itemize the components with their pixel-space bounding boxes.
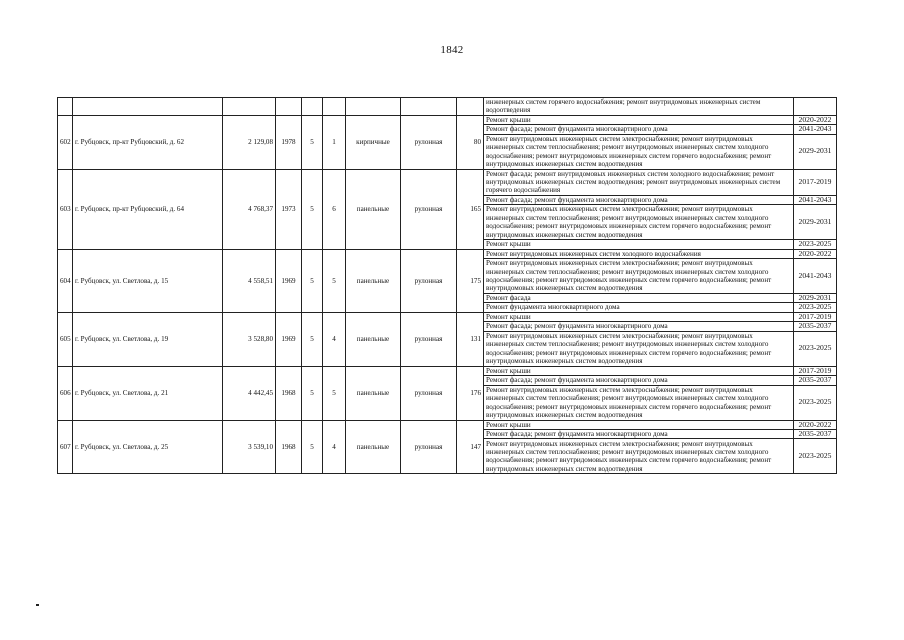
row-number: 604 — [58, 249, 73, 312]
work-description: Ремонт фасада; ремонт фундамента многоквартирного дома — [484, 322, 794, 331]
work-description: Ремонт фасада; ремонт фундамента многоквартирного дома — [484, 195, 794, 204]
wall-material: кирпичные — [346, 115, 401, 169]
work-description: Ремонт внутридомовых инженерных систем холодного водоснабжения — [484, 249, 794, 258]
empty-cell — [73, 98, 223, 116]
work-description: Ремонт крыши — [484, 420, 794, 429]
work-description: Ремонт крыши — [484, 240, 794, 249]
work-description: Ремонт фасада; ремонт внутридомовых инженерных систем холодного водоснабжения; ремонт внутридомовых инженерных систем водоотведения; ремонт внутридомовых инженерных систем горячего водоснабжения — [484, 169, 794, 195]
work-period: 2041-2043 — [794, 259, 837, 294]
work-description: Ремонт крыши — [484, 366, 794, 375]
roof-type: рулонная — [401, 312, 457, 366]
work-period — [794, 98, 837, 116]
wall-material: панельные — [346, 312, 401, 366]
total-area: 4 768,37 — [223, 169, 276, 249]
row-number: 606 — [58, 366, 73, 420]
floor-count: 5 — [302, 169, 323, 249]
work-period: 2023-2025 — [794, 240, 837, 249]
work-description: Ремонт внутридомовых инженерных систем электроснабжения; ремонт внутридомовых инженерных систем теплоснабжения; ремонт внутридомовых инженерных систем холодного водоснабжения; ремонт внутридомовых инженерных систем горячего водоснабжения; ремонт внутридомовых инженерных систем водоотведения — [484, 259, 794, 294]
floor-count: 5 — [302, 366, 323, 420]
resident-count: 165 — [457, 169, 484, 249]
entrance-count: 4 — [323, 312, 346, 366]
work-period: 2017-2019 — [794, 312, 837, 321]
roof-type: рулонная — [401, 249, 457, 312]
total-area: 4 442,45 — [223, 366, 276, 420]
total-area: 3 528,80 — [223, 312, 276, 366]
table-row — [58, 312, 837, 321]
page-number: 1842 — [440, 44, 464, 56]
work-period: 2023-2025 — [794, 385, 837, 420]
work-period: 2020-2022 — [794, 115, 837, 124]
work-period: 2023-2025 — [794, 331, 837, 366]
entrance-count: 4 — [323, 420, 346, 474]
floor-count: 5 — [302, 312, 323, 366]
resident-count: 175 — [457, 249, 484, 312]
work-description: Ремонт фасада; ремонт фундамента многоквартирного дома — [484, 429, 794, 438]
empty-cell — [401, 98, 457, 116]
work-description: Ремонт внутридомовых инженерных систем электроснабжения; ремонт внутридомовых инженерных систем теплоснабжения; ремонт внутридомовых инженерных систем холодного водоснабжения; ремонт внутридомовых инженерных систем горячего водоснабжения; ремонт внутридомовых инженерных систем водоотведения — [484, 134, 794, 169]
work-description: Ремонт фасада; ремонт фундамента многоквартирного дома — [484, 125, 794, 134]
empty-cell — [346, 98, 401, 116]
entrance-count: 1 — [323, 115, 346, 169]
wall-material: панельные — [346, 420, 401, 474]
entrance-count: 5 — [323, 249, 346, 312]
row-number: 607 — [58, 420, 73, 474]
table-row — [58, 115, 837, 124]
building-address: г. Рубцовск, пр-кт Рубцовский, д. 62 — [73, 115, 223, 169]
table-row — [58, 249, 837, 258]
scan-mark — [36, 604, 39, 606]
total-area: 3 539,10 — [223, 420, 276, 474]
work-description: Ремонт крыши — [484, 312, 794, 321]
wall-material: панельные — [346, 249, 401, 312]
work-description: Ремонт фасада — [484, 294, 794, 303]
work-period: 2029-2031 — [794, 205, 837, 240]
work-period: 2041-2043 — [794, 195, 837, 204]
row-number: 605 — [58, 312, 73, 366]
work-description: Ремонт фундамента многоквартирного дома — [484, 303, 794, 312]
work-period: 2020-2022 — [794, 420, 837, 429]
commission-year: 1968 — [276, 420, 302, 474]
work-period: 2023-2025 — [794, 303, 837, 312]
roof-type: рулонная — [401, 420, 457, 474]
wall-material: панельные — [346, 366, 401, 420]
work-period: 2017-2019 — [794, 169, 837, 195]
floor-count: 5 — [302, 420, 323, 474]
entrance-count: 6 — [323, 169, 346, 249]
resident-count: 131 — [457, 312, 484, 366]
empty-cell — [457, 98, 484, 116]
empty-cell — [302, 98, 323, 116]
roof-type: рулонная — [401, 169, 457, 249]
work-description: Ремонт внутридомовых инженерных систем электроснабжения; ремонт внутридомовых инженерных систем теплоснабжения; ремонт внутридомовых инженерных систем холодного водоснабжения; ремонт внутридомовых инженерных систем горячего водоснабжения; ремонт внутридомовых инженерных систем водоотведения — [484, 385, 794, 420]
roof-type: рулонная — [401, 366, 457, 420]
work-period: 2029-2031 — [794, 294, 837, 303]
floor-count: 5 — [302, 249, 323, 312]
work-period: 2035-2037 — [794, 322, 837, 331]
empty-cell — [323, 98, 346, 116]
table-row — [58, 169, 837, 195]
work-description: Ремонт внутридомовых инженерных систем электроснабжения; ремонт внутридомовых инженерных систем теплоснабжения; ремонт внутридомовых инженерных систем холодного водоснабжения; ремонт внутридомовых инженерных систем горячего водоснабжения; ремонт внутридомовых инженерных систем водоотведения — [484, 205, 794, 240]
total-area: 4 558,51 — [223, 249, 276, 312]
resident-count: 176 — [457, 366, 484, 420]
work-period: 2035-2037 — [794, 429, 837, 438]
work-period: 2035-2037 — [794, 376, 837, 385]
commission-year: 1969 — [276, 312, 302, 366]
roof-type: рулонная — [401, 115, 457, 169]
table-row — [58, 366, 837, 375]
total-area: 2 129,08 — [223, 115, 276, 169]
empty-cell — [58, 98, 73, 116]
row-number: 602 — [58, 115, 73, 169]
building-address: г. Рубцовск, ул. Светлова, д. 25 — [73, 420, 223, 474]
work-description: Ремонт фасада; ремонт фундамента многоквартирного дома — [484, 376, 794, 385]
building-address: г. Рубцовск, ул. Светлова, д. 19 — [73, 312, 223, 366]
commission-year: 1968 — [276, 366, 302, 420]
work-description: Ремонт крыши — [484, 115, 794, 124]
table-row — [58, 420, 837, 429]
wall-material: панельные — [346, 169, 401, 249]
work-period: 2023-2025 — [794, 439, 837, 474]
entrance-count: 5 — [323, 366, 346, 420]
capital-repair-register-table — [57, 97, 837, 474]
building-address: г. Рубцовск, пр-кт Рубцовский, д. 64 — [73, 169, 223, 249]
building-address: г. Рубцовск, ул. Светлова, д. 21 — [73, 366, 223, 420]
work-description: инженерных систем горячего водоснабжения; ремонт внутридомовых инженерных систем водоотведения — [484, 98, 794, 116]
commission-year: 1978 — [276, 115, 302, 169]
table-row-continuation — [58, 98, 837, 116]
row-number: 603 — [58, 169, 73, 249]
work-period: 2029-2031 — [794, 134, 837, 169]
work-period: 2041-2043 — [794, 125, 837, 134]
work-description: Ремонт внутридомовых инженерных систем электроснабжения; ремонт внутридомовых инженерных систем теплоснабжения; ремонт внутридомовых инженерных систем холодного водоснабжения; ремонт внутридомовых инженерных систем горячего водоснабжения; ремонт внутридомовых инженерных систем водоотведения — [484, 331, 794, 366]
resident-count: 80 — [457, 115, 484, 169]
work-period: 2017-2019 — [794, 366, 837, 375]
empty-cell — [276, 98, 302, 116]
work-description: Ремонт внутридомовых инженерных систем электроснабжения; ремонт внутридомовых инженерных систем теплоснабжения; ремонт внутридомовых инженерных систем холодного водоснабжения; ремонт внутридомовых инженерных систем горячего водоснабжения; ремонт внутридомовых инженерных систем водоотведения — [484, 439, 794, 474]
commission-year: 1969 — [276, 249, 302, 312]
commission-year: 1973 — [276, 169, 302, 249]
floor-count: 5 — [302, 115, 323, 169]
building-address: г. Рубцовск, ул. Светлова, д. 15 — [73, 249, 223, 312]
work-period: 2020-2022 — [794, 249, 837, 258]
resident-count: 147 — [457, 420, 484, 474]
empty-cell — [223, 98, 276, 116]
